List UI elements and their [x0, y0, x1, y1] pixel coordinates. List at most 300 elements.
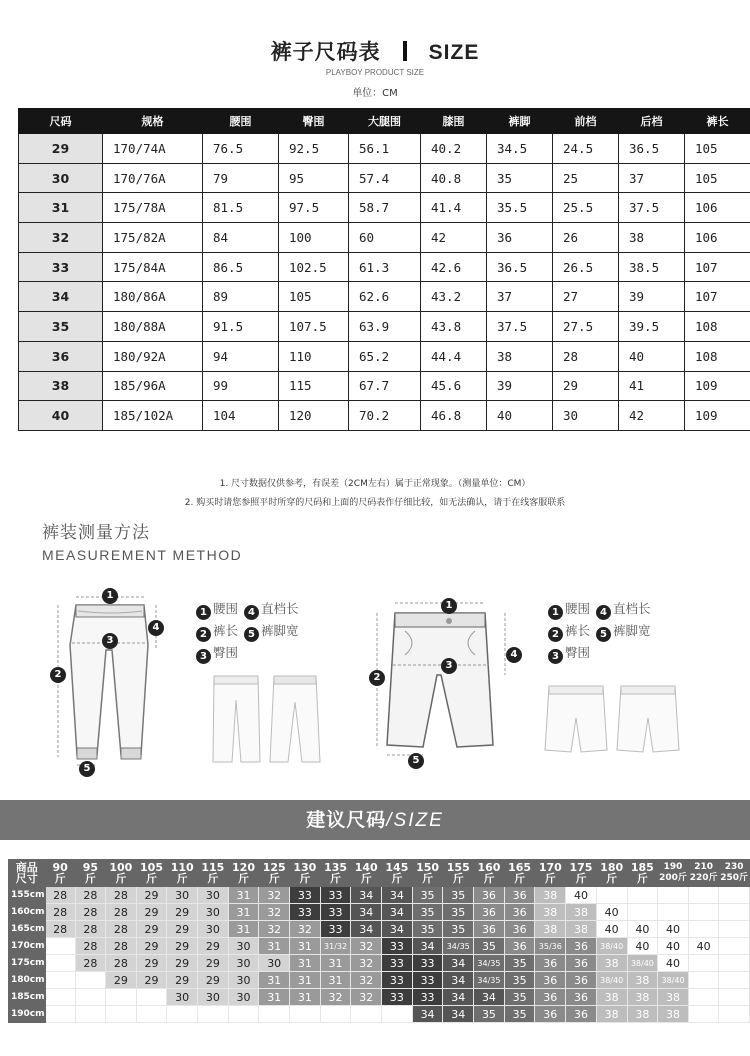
- size-value-cell: 84: [203, 223, 279, 253]
- recommend-size-cell: 28: [106, 904, 137, 921]
- size-value-cell: 105: [279, 282, 349, 312]
- recommend-size-cell: 40: [627, 938, 658, 955]
- weight-header-cell: 170 斤: [535, 860, 566, 887]
- recommend-size-cell: 31: [259, 972, 290, 989]
- recommend-size-cell: 38: [627, 1006, 658, 1023]
- size-value-cell: 27.5: [553, 312, 619, 342]
- recommend-row: [9, 1006, 750, 1023]
- recommend-size-cell: [688, 989, 718, 1006]
- marker-4-icon: 4: [148, 620, 164, 636]
- recommend-size-cell: 36: [535, 1006, 566, 1023]
- recommend-size-cell: 30: [167, 989, 198, 1006]
- recommend-size-cell: 28: [75, 955, 105, 972]
- size-value-cell: 24.5: [553, 134, 619, 164]
- recommend-size-cell: 29: [198, 938, 229, 955]
- height-label-cell: 170cm: [9, 938, 46, 955]
- recommend-size-cell: [167, 1006, 198, 1023]
- recommend-size-cell: 30: [167, 887, 198, 904]
- size-value-cell: 43.8: [421, 312, 487, 342]
- size-value-cell: 60: [349, 223, 421, 253]
- pants-photos: [208, 672, 328, 767]
- size-value-cell: 46.8: [421, 401, 487, 431]
- recommend-size-cell: 35: [504, 955, 535, 972]
- size-value-cell: 25: [553, 163, 619, 193]
- recommend-size-cell: 34: [382, 904, 413, 921]
- size-value-cell: 37: [487, 282, 553, 312]
- marker-5-icon: 5: [79, 761, 95, 777]
- size-col-header: 裤长: [685, 109, 750, 134]
- recommend-size-cell: [106, 989, 137, 1006]
- recommend-size-cell: 34: [474, 989, 505, 1006]
- recommend-size-cell: [719, 887, 750, 904]
- recommend-size-cell: 36: [504, 887, 535, 904]
- recommend-header-bar: [0, 800, 750, 840]
- recommend-size-cell: [75, 1006, 105, 1023]
- size-value-cell: 26.5: [553, 252, 619, 282]
- height-label-cell: 155cm: [9, 887, 46, 904]
- recommend-size-cell: 35: [504, 1006, 535, 1023]
- size-label-cell: 40: [19, 401, 103, 431]
- marker-5-icon: 5: [408, 753, 424, 769]
- measurement-title-chinese: 裤装测量方法: [42, 523, 150, 543]
- recommend-size-cell: 28: [45, 904, 75, 921]
- recommend-size-cell: 30: [228, 938, 259, 955]
- recommend-size-cell: [688, 955, 718, 972]
- recommend-size-cell: 35/36: [535, 938, 566, 955]
- recommend-size-cell: 36: [535, 972, 566, 989]
- recommend-size-cell: [719, 938, 750, 955]
- shorts-illustration: [365, 595, 535, 775]
- size-value-cell: 28: [553, 341, 619, 371]
- size-value-cell: 105: [685, 163, 750, 193]
- recommend-size-cell: 38: [535, 904, 566, 921]
- recommend-row: [9, 989, 750, 1006]
- recommend-size-cell: 38: [535, 887, 566, 904]
- size-value-cell: 61.3: [349, 252, 421, 282]
- size-value-cell: 89: [203, 282, 279, 312]
- size-table-header: [19, 109, 750, 134]
- weight-header-cell: 180 斤: [596, 860, 627, 887]
- recommend-size-cell: 36: [566, 1006, 597, 1023]
- size-label-cell: 30: [19, 163, 103, 193]
- recommend-size-cell: 40: [658, 955, 689, 972]
- size-value-cell: 38: [619, 223, 685, 253]
- recommend-size-cell: 35: [412, 921, 443, 938]
- recommend-size-cell: 28: [75, 938, 105, 955]
- recommend-title-english: /SIZE: [386, 810, 444, 831]
- recommend-size-cell: 32: [351, 955, 382, 972]
- marker-4-icon: 4: [506, 647, 522, 663]
- recommend-size-cell: 38/40: [596, 972, 627, 989]
- recommend-size-cell: [351, 1006, 382, 1023]
- recommend-size-cell: [719, 1006, 750, 1023]
- size-value-cell: 57.4: [349, 163, 421, 193]
- recommend-size-cell: 30: [228, 972, 259, 989]
- recommend-size-cell: 40: [658, 938, 689, 955]
- recommend-size-cell: 36: [535, 955, 566, 972]
- size-table-row: [19, 312, 750, 342]
- recommend-size-cell: 36: [566, 989, 597, 1006]
- size-table-row: [19, 282, 750, 312]
- size-table-row: [19, 193, 750, 223]
- size-value-cell: 25.5: [553, 193, 619, 223]
- weight-header-cell: 105 斤: [136, 860, 167, 887]
- recommend-size-cell: 30: [198, 989, 229, 1006]
- recommend-size-cell: 38/40: [596, 938, 627, 955]
- size-value-cell: 81.5: [203, 193, 279, 223]
- recommend-size-cell: 33: [382, 955, 413, 972]
- size-value-cell: 170/74A: [103, 134, 203, 164]
- recommend-size-cell: 34: [382, 921, 413, 938]
- recommend-size-cell: [688, 887, 718, 904]
- recommend-size-cell: 38/40: [658, 972, 689, 989]
- recommend-size-cell: [719, 955, 750, 972]
- height-label-cell: 180cm: [9, 972, 46, 989]
- size-table-row: [19, 371, 750, 401]
- recommend-size-cell: 40: [688, 938, 718, 955]
- recommend-size-cell: 40: [596, 921, 627, 938]
- recommend-size-cell: 38: [566, 921, 597, 938]
- size-col-header: 裤脚: [487, 109, 553, 134]
- recommend-size-cell: [136, 1006, 167, 1023]
- recommend-size-cell: 36: [566, 955, 597, 972]
- recommend-size-cell: [688, 972, 718, 989]
- height-label-cell: 185cm: [9, 989, 46, 1006]
- recommend-size-cell: 34: [443, 989, 474, 1006]
- size-value-cell: 37: [619, 163, 685, 193]
- marker-1-icon: 1: [102, 588, 118, 604]
- recommend-size-cell: [106, 1006, 137, 1023]
- recommend-size-cell: 29: [198, 955, 229, 972]
- recommend-size-cell: 32: [259, 904, 290, 921]
- recommend-size-cell: 30: [228, 955, 259, 972]
- size-value-cell: 34.5: [487, 134, 553, 164]
- recommend-size-cell: 28: [106, 938, 137, 955]
- size-value-cell: 115: [279, 371, 349, 401]
- size-value-cell: 175/78A: [103, 193, 203, 223]
- recommend-size-cell: 29: [106, 972, 137, 989]
- weight-header-cell: 155 斤: [443, 860, 474, 887]
- size-label-cell: 31: [19, 193, 103, 223]
- measurement-title-english: MEASUREMENT METHOD: [42, 547, 243, 563]
- recommend-size-cell: [627, 887, 658, 904]
- recommend-size-cell: 33: [382, 972, 413, 989]
- size-table-row: [19, 223, 750, 253]
- recommend-size-cell: 38: [535, 921, 566, 938]
- size-value-cell: 63.9: [349, 312, 421, 342]
- recommend-size-cell: 40: [596, 904, 627, 921]
- title-chinese: 裤子尺码表: [270, 40, 381, 64]
- recommend-size-cell: 32: [290, 921, 321, 938]
- height-label-cell: 160cm: [9, 904, 46, 921]
- recommend-size-cell: 33: [412, 989, 443, 1006]
- recommend-header-row: [9, 860, 750, 887]
- recommend-size-cell: [627, 904, 658, 921]
- size-value-cell: 106: [685, 193, 750, 223]
- size-value-cell: 40: [487, 401, 553, 431]
- marker-3-icon: 3: [441, 658, 457, 674]
- size-value-cell: 37.5: [487, 312, 553, 342]
- size-value-cell: 39.5: [619, 312, 685, 342]
- size-col-header: 后档: [619, 109, 685, 134]
- weight-header-cell: 140 斤: [351, 860, 382, 887]
- size-col-header: 腰围: [203, 109, 279, 134]
- recommend-size-cell: 31: [290, 989, 321, 1006]
- size-value-cell: 70.2: [349, 401, 421, 431]
- size-value-cell: 107: [685, 282, 750, 312]
- recommend-size-cell: 36: [504, 904, 535, 921]
- recommend-size-cell: 35: [443, 904, 474, 921]
- recommend-size-cell: [75, 972, 105, 989]
- recommend-size-cell: 28: [106, 921, 137, 938]
- size-value-cell: 27: [553, 282, 619, 312]
- size-value-cell: 100: [279, 223, 349, 253]
- recommend-size-cell: 32: [351, 972, 382, 989]
- size-value-cell: 104: [203, 401, 279, 431]
- recommend-size-cell: 28: [45, 921, 75, 938]
- recommend-size-cell: 32: [351, 938, 382, 955]
- size-col-header: 大腿围: [349, 109, 421, 134]
- marker-2-icon: 2: [50, 667, 66, 683]
- size-value-cell: 41.4: [421, 193, 487, 223]
- recommend-size-cell: [688, 904, 718, 921]
- size-value-cell: 102.5: [279, 252, 349, 282]
- height-label-cell: 175cm: [9, 955, 46, 972]
- recommend-size-cell: 40: [658, 921, 689, 938]
- size-value-cell: 175/82A: [103, 223, 203, 253]
- recommend-size-cell: 30: [198, 887, 229, 904]
- weight-header-cell: 135 斤: [320, 860, 351, 887]
- recommend-size-cell: 35: [443, 921, 474, 938]
- recommend-row: [9, 972, 750, 989]
- size-value-cell: 65.2: [349, 341, 421, 371]
- recommend-size-cell: [290, 1006, 321, 1023]
- recommend-size-cell: 29: [167, 938, 198, 955]
- recommend-size-cell: 34: [351, 904, 382, 921]
- size-label-cell: 33: [19, 252, 103, 282]
- recommend-size-cell: [719, 921, 750, 938]
- size-value-cell: 29: [553, 371, 619, 401]
- recommend-corner-label: 商品 尺寸: [9, 860, 46, 887]
- recommend-size-cell: 31: [228, 887, 259, 904]
- size-table-row: [19, 252, 750, 282]
- recommend-size-cell: [719, 904, 750, 921]
- recommend-size-cell: 36: [474, 904, 505, 921]
- size-value-cell: 76.5: [203, 134, 279, 164]
- title-english: SIZE: [428, 41, 480, 64]
- size-value-cell: 99: [203, 371, 279, 401]
- unit-label: 单位：CM: [352, 88, 398, 99]
- recommend-size-cell: [658, 887, 689, 904]
- size-table-row: [19, 401, 750, 431]
- recommend-size-cell: 34/35: [474, 955, 505, 972]
- title-divider: [403, 41, 407, 61]
- recommend-size-cell: 28: [106, 955, 137, 972]
- size-value-cell: 180/88A: [103, 312, 203, 342]
- recommend-size-cell: 40: [627, 921, 658, 938]
- size-value-cell: 39: [619, 282, 685, 312]
- size-value-cell: 40.8: [421, 163, 487, 193]
- size-value-cell: 38: [487, 341, 553, 371]
- recommend-size-cell: 28: [75, 921, 105, 938]
- recommend-size-cell: 29: [167, 904, 198, 921]
- recommend-size-cell: 31: [228, 921, 259, 938]
- size-value-cell: 109: [685, 401, 750, 431]
- recommend-size-cell: 30: [228, 989, 259, 1006]
- size-value-cell: 120: [279, 401, 349, 431]
- recommend-size-cell: 34: [443, 955, 474, 972]
- weight-header-cell: 100 斤: [106, 860, 137, 887]
- size-value-cell: 91.5: [203, 312, 279, 342]
- height-label-cell: 165cm: [9, 921, 46, 938]
- recommend-size-cell: 29: [198, 972, 229, 989]
- recommend-size-cell: 29: [136, 972, 167, 989]
- size-table: [18, 108, 750, 431]
- recommend-size-cell: 35: [504, 989, 535, 1006]
- recommend-size-cell: 38: [658, 1006, 689, 1023]
- recommend-size-cell: 28: [75, 904, 105, 921]
- size-value-cell: 36.5: [487, 252, 553, 282]
- recommend-size-cell: 33: [320, 921, 351, 938]
- recommend-size-cell: 36: [566, 972, 597, 989]
- size-value-cell: 35: [487, 163, 553, 193]
- recommend-size-cell: [45, 972, 75, 989]
- recommend-size-cell: 38: [627, 972, 658, 989]
- recommend-size-cell: 29: [136, 938, 167, 955]
- recommend-row: [9, 938, 750, 955]
- recommend-size-cell: 31: [320, 955, 351, 972]
- size-value-cell: 175/84A: [103, 252, 203, 282]
- recommend-size-cell: 28: [45, 887, 75, 904]
- recommend-size-cell: 30: [198, 921, 229, 938]
- size-value-cell: 109: [685, 371, 750, 401]
- size-value-cell: 56.1: [349, 134, 421, 164]
- size-label-cell: 32: [19, 223, 103, 253]
- recommend-size-cell: 38: [596, 955, 627, 972]
- size-value-cell: 79: [203, 163, 279, 193]
- size-value-cell: 108: [685, 341, 750, 371]
- recommend-size-cell: 38: [627, 989, 658, 1006]
- recommend-size-cell: 38: [658, 989, 689, 1006]
- recommend-size-cell: 33: [412, 972, 443, 989]
- recommend-size-cell: [382, 1006, 413, 1023]
- recommend-size-cell: 32: [259, 887, 290, 904]
- long-pants-drawing: [40, 585, 180, 780]
- size-value-cell: 42: [421, 223, 487, 253]
- recommend-size-cell: 36: [474, 887, 505, 904]
- size-value-cell: 107.5: [279, 312, 349, 342]
- recommend-size-cell: [719, 972, 750, 989]
- size-value-cell: 95: [279, 163, 349, 193]
- recommend-size-cell: 33: [290, 904, 321, 921]
- weight-header-cell: 90 斤: [45, 860, 75, 887]
- recommend-size-cell: 29: [136, 921, 167, 938]
- size-col-header: 臀围: [279, 109, 349, 134]
- recommend-size-cell: 34: [382, 887, 413, 904]
- recommend-size-cell: [228, 1006, 259, 1023]
- weight-header-cell: 145 斤: [382, 860, 413, 887]
- recommend-size-cell: 35: [474, 938, 505, 955]
- recommend-size-cell: 28: [75, 887, 105, 904]
- weight-header-cell: 175 斤: [566, 860, 597, 887]
- recommend-row: [9, 887, 750, 904]
- size-value-cell: 26: [553, 223, 619, 253]
- recommend-size-cell: 34: [351, 887, 382, 904]
- weight-header-cell: 150 斤: [412, 860, 443, 887]
- recommend-size-cell: [596, 887, 627, 904]
- size-value-cell: 94: [203, 341, 279, 371]
- size-value-cell: 185/102A: [103, 401, 203, 431]
- recommend-size-cell: 31: [290, 938, 321, 955]
- recommend-size-cell: 34/35: [443, 938, 474, 955]
- recommend-size-cell: 35: [412, 904, 443, 921]
- recommend-size-cell: [688, 1006, 718, 1023]
- recommend-size-cell: 33: [382, 938, 413, 955]
- size-value-cell: 86.5: [203, 252, 279, 282]
- recommend-size-cell: [75, 989, 105, 1006]
- recommend-size-cell: 32: [351, 989, 382, 1006]
- recommend-size-cell: 30: [198, 904, 229, 921]
- long-pants-illustration: [40, 585, 180, 780]
- recommend-size-cell: 35: [443, 887, 474, 904]
- size-value-cell: 35.5: [487, 193, 553, 223]
- legend-long-pants: 1 腰围 4 直档长 2 裤长 5 裤脚宽 3 臀围: [196, 598, 356, 664]
- size-value-cell: 40.2: [421, 134, 487, 164]
- recommend-size-cell: 32: [259, 921, 290, 938]
- size-value-cell: 62.6: [349, 282, 421, 312]
- size-value-cell: 67.7: [349, 371, 421, 401]
- size-label-cell: 38: [19, 371, 103, 401]
- recommend-size-cell: 34: [443, 972, 474, 989]
- recommend-size-cell: 29: [167, 921, 198, 938]
- weight-header-cell: 190 200斤: [658, 860, 689, 887]
- size-value-cell: 105: [685, 134, 750, 164]
- recommend-size-cell: 29: [167, 955, 198, 972]
- weight-header-cell: 95 斤: [75, 860, 105, 887]
- size-value-cell: 43.2: [421, 282, 487, 312]
- recommend-size-cell: 33: [320, 887, 351, 904]
- recommend-size-cell: [320, 1006, 351, 1023]
- recommend-size-cell: 38: [596, 1006, 627, 1023]
- recommend-size-cell: 34: [443, 1006, 474, 1023]
- recommend-size-cell: 34: [351, 921, 382, 938]
- recommend-size-cell: [198, 1006, 229, 1023]
- size-value-cell: 44.4: [421, 341, 487, 371]
- weight-header-cell: 115 斤: [198, 860, 229, 887]
- size-value-cell: 97.5: [279, 193, 349, 223]
- size-value-cell: 180/86A: [103, 282, 203, 312]
- recommend-size-cell: 38/40: [627, 955, 658, 972]
- recommend-size-cell: 33: [382, 989, 413, 1006]
- note-2: 2. 购买时请您参照平时所穿的尺码和上面的尺码表作仔细比较，如无法确认，请于在线客服联系: [184, 498, 566, 508]
- recommend-size-cell: 34: [412, 1006, 443, 1023]
- size-value-cell: 30: [553, 401, 619, 431]
- page-title: [0, 36, 750, 66]
- shorts-photos: [543, 682, 683, 757]
- recommend-size-cell: [259, 1006, 290, 1023]
- size-value-cell: 42: [619, 401, 685, 431]
- recommend-size-cell: 35: [474, 1006, 505, 1023]
- note-1: 1. 尺寸数据仅供参考，有误差（2CM左右）属于正常现象。（测量单位：CM）: [219, 479, 531, 489]
- recommend-size-cell: [688, 921, 718, 938]
- recommend-size-cell: 36: [535, 989, 566, 1006]
- brand-subtitle: PLAYBOY PRODUCT SIZE: [325, 68, 425, 77]
- legend-shorts: 1 腰围 4 直档长 2 裤长 5 裤脚宽 3 臀围: [548, 598, 708, 664]
- recommend-size-cell: 33: [320, 904, 351, 921]
- size-value-cell: 58.7: [349, 193, 421, 223]
- recommend-size-cell: 34: [412, 938, 443, 955]
- weight-header-cell: 160 斤: [474, 860, 505, 887]
